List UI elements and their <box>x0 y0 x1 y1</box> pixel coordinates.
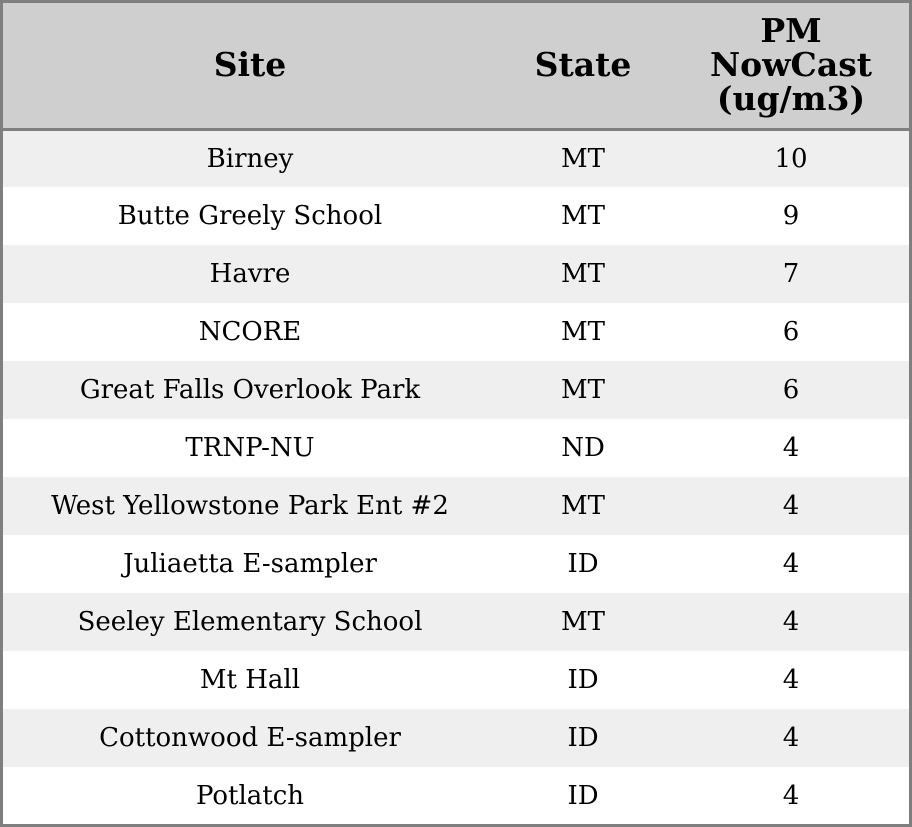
cell-site: Havre <box>209 259 291 289</box>
table-row <box>3 245 909 303</box>
table-row <box>3 303 909 361</box>
table-row <box>3 709 909 767</box>
cell-pm: 6 <box>782 375 800 405</box>
cell-state: MT <box>561 259 605 289</box>
cell-state: MT <box>561 143 605 174</box>
header-pm-line-1: PM <box>760 11 822 51</box>
cell-pm: 7 <box>782 259 800 289</box>
cell-pm: 4 <box>782 781 800 811</box>
table-row <box>3 535 909 593</box>
cell-state: ND <box>561 433 605 463</box>
header-pm-nowcast <box>669 3 909 129</box>
cell-site: Mt Hall <box>199 665 301 695</box>
cell-site: Juliaetta E-sampler <box>123 549 377 579</box>
header-pm-line-2: NowCast <box>709 45 873 85</box>
cell-state: MT <box>561 201 605 231</box>
cell-site: Birney <box>206 143 294 174</box>
cell-state: ID <box>567 723 599 753</box>
cell-pm: 6 <box>782 317 800 347</box>
table-row <box>3 767 909 825</box>
cell-state: ID <box>567 781 599 811</box>
cell-pm: 4 <box>782 549 800 579</box>
table-row <box>3 361 909 419</box>
cell-state: MT <box>561 607 605 637</box>
table-row <box>3 651 909 709</box>
cell-pm: 10 <box>774 143 808 174</box>
table-row <box>3 419 909 477</box>
cell-state: MT <box>561 491 605 521</box>
cell-pm: 4 <box>782 433 800 463</box>
cell-state: ID <box>567 665 599 695</box>
cell-pm: 4 <box>782 607 800 637</box>
cell-site: West Yellowstone Park Ent #2 <box>51 491 449 521</box>
header-site <box>3 3 497 129</box>
table-row <box>3 129 909 187</box>
cell-pm: 4 <box>782 491 800 521</box>
cell-state: MT <box>561 375 605 405</box>
cell-site: Great Falls Overlook Park <box>79 375 421 405</box>
header-pm-line-3: (ug/m3) <box>716 79 866 119</box>
cell-pm: 9 <box>782 201 800 231</box>
cell-state: ID <box>567 549 599 579</box>
cell-site: NCORE <box>198 317 302 347</box>
cell-site: Cottonwood E-sampler <box>99 723 401 753</box>
table-row <box>3 477 909 535</box>
table-body <box>3 129 909 825</box>
header-state-text: State <box>534 45 632 85</box>
cell-pm: 4 <box>782 665 800 695</box>
cell-site: Butte Greely School <box>117 201 383 231</box>
cell-state: MT <box>561 317 605 347</box>
cell-pm: 4 <box>782 723 800 753</box>
pm-nowcast-table <box>3 3 909 825</box>
cell-site: Potlatch <box>195 781 305 811</box>
cell-site: Seeley Elementary School <box>77 607 423 637</box>
cell-site: TRNP-NU <box>185 433 315 463</box>
table-row <box>3 593 909 651</box>
header-row <box>3 3 909 129</box>
header-site-text: Site <box>213 45 287 85</box>
table-row <box>3 187 909 245</box>
header-state <box>497 3 669 129</box>
